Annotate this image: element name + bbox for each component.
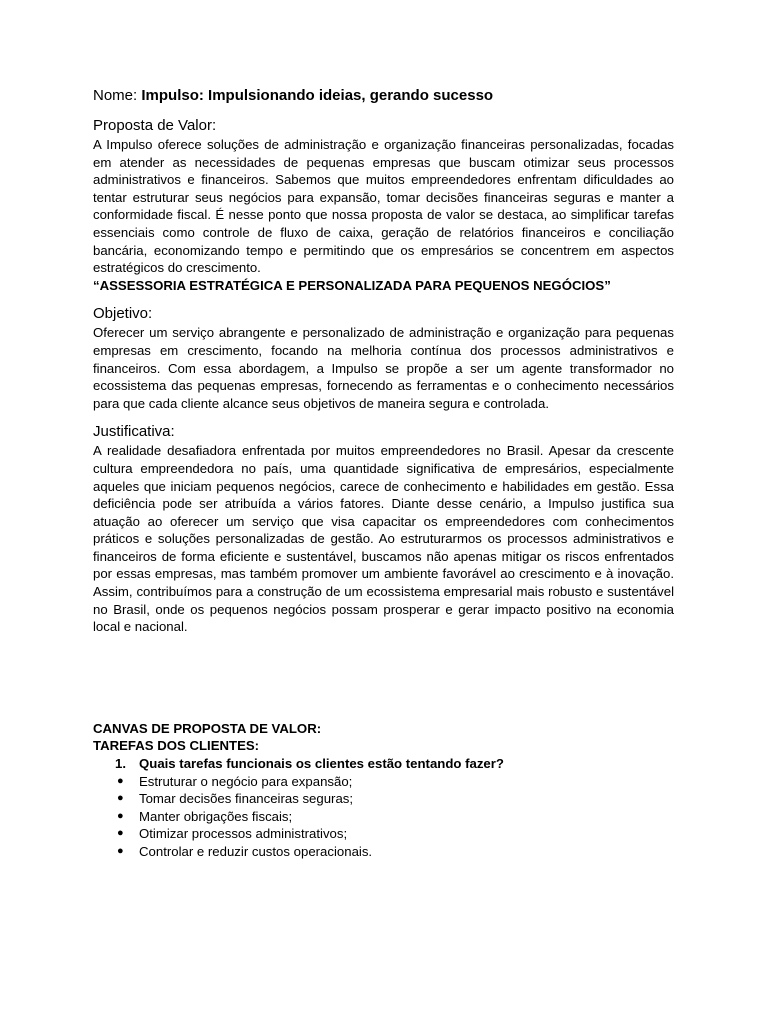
objetivo-heading: Objetivo: — [93, 305, 153, 323]
blank-space — [93, 646, 674, 720]
numbered-list — [93, 755, 674, 773]
section-proposta — [93, 116, 674, 294]
list-item — [93, 773, 674, 791]
list-item-text: Controlar e reduzir custos operacionais. — [139, 844, 373, 859]
canvas-subheading: TAREFAS DOS CLIENTES: — [93, 738, 260, 754]
list-item-text: Manter obrigações fiscais; — [139, 808, 293, 824]
justificativa-text: A realidade desafiadora enfrentada por muitos empreendedores no Brasil. Apesar da crescente cultura empreendedora no país, uma quantidade significativa de empresários, especialmente aqueles que iniciam pequenos negócios, carece de conhecimento e habilidades em gestão. Essa deficiência pode ser atribuída a vários fatores. Diante desse cenário, a Impulso justifica sua atuação ao oferecer um serviço que visa capacitar os empreendedores com conhecimentos práticos e soluções personalizadas de gestão. Ao estruturarmos os processos administrativos e financeiros de forma eficiente e sustentável, buscamos não apenas mitigar os riscos enfrentados por essas empresas, mas também promover um ambiente favorável ao crescimento e à inovação. Assim, contribuímos para a construção de um ecossistema empresarial mais robusto e sustentável no Brasil, onde os pequenos negócios possam prosperar e gerar impacto positivo na economia local e nacional. — [93, 443, 674, 635]
section-justificativa — [93, 422, 674, 636]
bullet-icon: ● — [117, 845, 124, 857]
bullet-icon: ● — [117, 809, 124, 822]
document-title — [93, 86, 674, 106]
list-item — [93, 790, 674, 808]
name-label: Nome: — [93, 87, 142, 104]
section-canvas — [93, 720, 674, 861]
question-text: Quais tarefas funcionais os clientes estão tentando fazer? — [139, 756, 504, 772]
bullet-icon: ● — [117, 774, 124, 787]
proposta-heading: Proposta de Valor: — [93, 117, 217, 134]
bullet-icon: ● — [117, 827, 124, 840]
list-item — [93, 808, 674, 826]
list-item — [93, 843, 674, 861]
justificativa-heading: Justificativa: — [93, 423, 175, 441]
list-item-text: Otimizar processos administrativos; — [139, 826, 348, 842]
list-item — [93, 825, 674, 843]
proposta-text: A Impulso oferece soluções de administração e organização financeiras personalizadas, focadas em atender as necessidades de pequenas empresas que buscam otimizar seus processos administrativos e financeiros. Sabemos que muitos empreendedores enfrentam dificuldades ao tentar estruturar seus negócios para expansão, tomar decisões financeiras seguras e manter a conformidade fiscal. É nesse ponto que nossa proposta de valor se destaca, ao simplificar tarefas essenciais como controle de fluxo de caixa, geração de relatórios financeiros e conciliação bancária, economizando tempo e permitindo que os empresários se concentrem em aspectos estratégicos do crescimento. — [93, 137, 674, 276]
bullet-list — [93, 773, 674, 861]
list-item-text: Tomar decisões financeiras seguras; — [139, 791, 354, 807]
proposta-slogan: “ASSESSORIA ESTRATÉGICA E PERSONALIZADA PARA PEQUENOS NEGÓCIOS” — [93, 277, 611, 293]
section-objetivo — [93, 304, 674, 412]
numbered-item — [93, 755, 674, 773]
name-value: Impulso: Impulsionando ideias, gerando sucesso — [141, 87, 494, 104]
item-number: 1. — [115, 756, 126, 772]
list-item-text: Estruturar o negócio para expansão; — [139, 773, 353, 789]
bullet-icon: ● — [117, 792, 124, 805]
objetivo-text: Oferecer um serviço abrangente e personalizado de administração e organização para pequenas empresas em crescimento, focando na melhoria contínua dos processos administrativos e financeiros. Com essa abordagem, a Impulso se propõe a ser um agente transformador no ecossistema das pequenas empresas, fornecendo as ferramentas e o conhecimento necessários para que cada cliente alcance seus objetivos de maneira segura e controlada. — [93, 325, 674, 411]
canvas-heading: CANVAS DE PROPOSTA DE VALOR: — [93, 720, 322, 736]
document-page — [93, 86, 674, 861]
